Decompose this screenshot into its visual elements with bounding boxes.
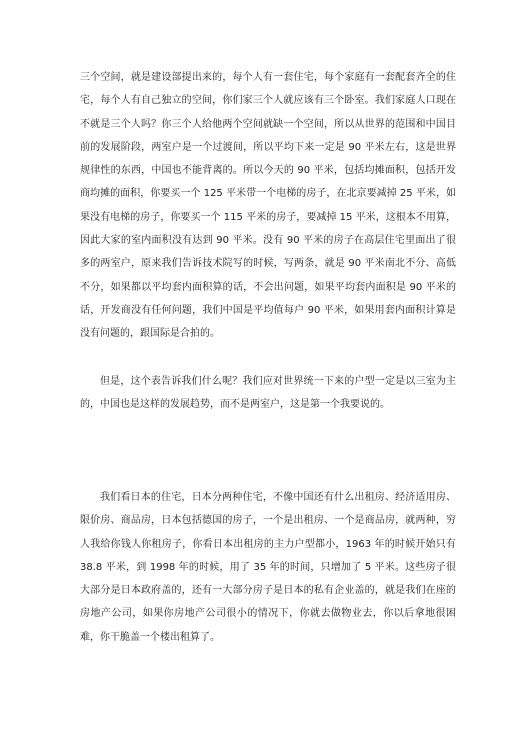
- body-paragraph-3: 我们看日本的住宅，日本分两种住宅，不像中国还有什么出租房、经济适用房、限价房、商品房，日本包括德国的房子，一个是出租房、一个是商品房，就两种，穷人我给你钱人你租房子，你看日本出租房的主力户型都小，1963 年的时候开始只有 38.8 平米，到 1998 年的时候，用了 35 年的时间，只增加了 5 平米。这些房子很大部分是日本政府盖的，还有一大部分房子是日本的私有企业盖的，就是我们在座的房地产公司，如果你房地产公司很小的情况下，你就去做物业去，你以后拿地很困难，你干脆盖一个楼出租算了。: [80, 492, 456, 643]
- body-paragraph-2: 但是，这个表告诉我们什么呢？我们应对世界统一下来的户型一定是以三室为主的，中国也是这样的发展趋势，而不是两室户，这是第一个我要说的。: [80, 376, 456, 411]
- body-paragraph-1: 三个空间，就是建设部提出来的，每个人有一套住宅，每个家庭有一套配套齐全的住宅，每个人有自己独立的空间，你们家三个人就应该有三个卧室。我们家庭人口现在不就是三个人吗？你三个人给他两个空间就缺一个空间，所以从世界的范围和中国目前的发展阶段，两室户是一个过渡间，所以平均下来一定是 90 平米左右，这是世界规律性的东西，中国也不能背离的。所以今天的 90 平米，包括均摊面积，包括开发商均摊的面积，你要买一个 125 平米带一个电梯的房子，在北京要减掉 25 平米，如果没有电梯的房子，你要买一个 115 平米的房子，要减掉 15 平米，这根本不用算，因此大家的室内面积没有达到 90 平米。没有 90 平米的房子在高层住宅里面出了很多的两室户，原来我们告诉技术院写的时候，写两条，就是 90 平米南北不分、高低不分，如果都以平均套内面积算的话，不会出问题，如果平均套内面积是 90 平米的话，开发商没有任何问题，我们中国是平均值每户 90 平米，如果用套内面积计算是没有问题的，跟国际是合拍的。: [80, 72, 456, 340]
